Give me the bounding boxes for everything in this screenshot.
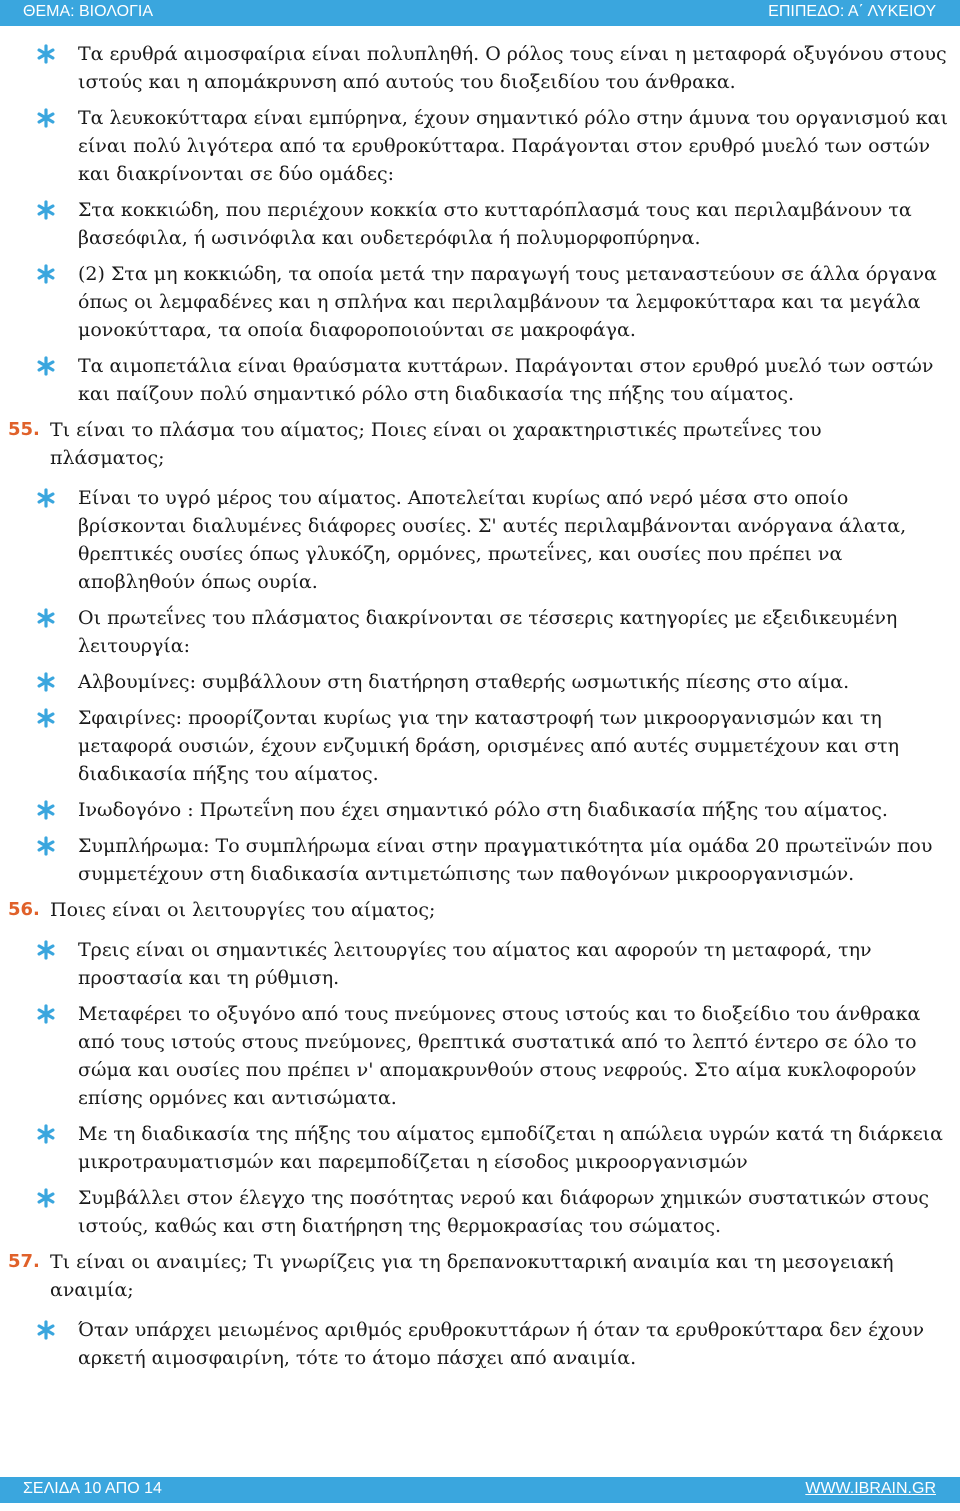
list-item: [0, 936, 960, 992]
list-item: [0, 1000, 960, 1112]
bullet-text: (2) Στα μη κοκκιώδη, τα οποία μετά την παραγωγή τους μεταναστεύουν σε άλλα όργανα όπως οι λεμφαδένες και η σπλήνα και περιλαμβάνουν τα λεμφοκύτταρα και τα μεγάλα μονοκύτταρα, τα οποία διαφοροποιούνται σε μακροφάγα.: [78, 263, 937, 341]
bullet-text: Σφαιρίνες: προορίζονται κυρίως για την καταστροφή των μικροοργανισμών και τη μεταφορά ουσιών, έχουν ενζυμική δράση, ορισμένες από αυτές συμμετέχουν και στη διαδικασία πήξης του αίματος.: [78, 707, 900, 785]
answer-56: [0, 936, 960, 1240]
bullet-text: Τρεις είναι οι σημαντικές λειτουργίες του αίματος και αφορούν τη μεταφορά, την προστασία και τη ρύθμιση.: [78, 939, 872, 989]
list-item: [0, 104, 960, 188]
list-item: [0, 260, 960, 344]
bullet-text: Οι πρωτεΐνες του πλάσματος διακρίνονται σε τέσσερις κατηγορίες με εξειδικευμένη λειτουργία:: [78, 607, 898, 657]
asterisk-icon: [36, 608, 56, 628]
answer-57: [0, 1316, 960, 1372]
question-number: 56.: [8, 899, 40, 920]
list-item: [0, 604, 960, 660]
header-subject: ΘΕΜΑ: ΒΙΟΛΟΓΙΑ: [23, 3, 154, 20]
question-57: [0, 1248, 960, 1304]
asterisk-icon: [36, 488, 56, 508]
asterisk-icon: [36, 264, 56, 284]
bullet-text: Με τη διαδικασία της πήξης του αίματος εμποδίζεται η απώλεια υγρών κατά τη διάρκεια μικροτραυματισμών και παρεμποδίζεται η είσοδος μικροοργανισμών: [78, 1123, 943, 1173]
list-item: [0, 352, 960, 408]
list-item: [0, 1120, 960, 1176]
asterisk-icon: [36, 708, 56, 728]
question-number: 55.: [8, 419, 40, 440]
bullet-text: Τα αιμοπετάλια είναι θραύσματα κυττάρων. Παράγονται στον ερυθρό μυελό των οστών και παίζουν πολύ σημαντικό ρόλο στη διαδικασία της πήξης του αίματος.: [78, 355, 934, 405]
list-item: [0, 1316, 960, 1372]
header-level: ΕΠΙΠΕΔΟ: Α΄ ΛΥΚΕΙΟΥ: [768, 3, 936, 20]
page-header: [0, 0, 960, 26]
bullet-text: Όταν υπάρχει μειωμένος αριθμός ερυθροκυττάρων ή όταν τα ερυθροκύτταρα δεν έχουν αρκετή αιμοσφαιρίνη, τότε το άτομο πάσχει από αναιμία.: [78, 1319, 925, 1369]
list-item: [0, 40, 960, 96]
document-body: [0, 40, 960, 1380]
list-item: [0, 1184, 960, 1240]
question-55: [0, 416, 960, 472]
question-number: 57.: [8, 1251, 40, 1272]
bullet-text: Στα κοκκιώδη, που περιέχουν κοκκία στο κυτταρόπλασμά τους και περιλαμβάνουν τα βασεόφιλα, ή ωσινόφιλα και ουδετερόφιλα ή πολυμορφοπύρηνα.: [78, 199, 912, 249]
asterisk-icon: [36, 800, 56, 820]
bullet-text: Είναι το υγρό μέρος του αίματος. Αποτελείται κυρίως από νερό μέσα στο οποίο βρίσκονται διαλυμένες διάφορες ουσίες. Σ' αυτές περιλαμβάνονται ανόργανα άλατα, θρεπτικές ουσίες όπως γλυκόζη, ορμόνες, πρωτεΐνες, και ουσίες που πρέπει να αποβληθούν όπως ουρία.: [78, 487, 907, 593]
list-item: [0, 668, 960, 696]
answer-55: [0, 484, 960, 888]
page-number: ΣΕΛΙΔΑ 10 ΑΠΟ 14: [23, 1480, 162, 1497]
asterisk-icon: [36, 108, 56, 128]
asterisk-icon: [36, 836, 56, 856]
bullet-text: Τα ερυθρά αιμοσφαίρια είναι πολυπληθή. Ο ρόλος τους είναι η μεταφορά οξυγόνου στους ιστούς και η απομάκρυνση από αυτούς του διοξειδίου του άνθρακα.: [78, 43, 947, 93]
bullet-text: Συμβάλλει στον έλεγχο της ποσότητας νερού και διάφορων χημικών συστατικών στους ιστούς, καθώς και στη διατήρηση της θερμοκρασίας του σώματος.: [78, 1187, 929, 1237]
bullet-text: Μεταφέρει το οξυγόνο από τους πνεύμονες στους ιστούς και το διοξείδιο του άνθρακα από τους ιστούς στους πνεύμονες, θρεπτικά συστατικά από το λεπτό έντερο σε όλο το σώμα και ουσίες που πρέπει ν' απομακρυνθούν στους νεφρούς. Στο αίμα κυκλοφορούν επίσης ορμόνες και αντισώματα.: [78, 1003, 921, 1109]
question-text: Ποιες είναι οι λειτουργίες του αίματος;: [50, 899, 436, 921]
section-a: [0, 40, 960, 408]
asterisk-icon: [36, 1320, 56, 1340]
asterisk-icon: [36, 1188, 56, 1208]
asterisk-icon: [36, 672, 56, 692]
question-text: Τι είναι οι αναιμίες; Τι γνωρίζεις για τη δρεπανοκυτταρική αναιμία και τη μεσογειακή αναιμία;: [50, 1251, 894, 1301]
asterisk-icon: [36, 200, 56, 220]
question-56: [0, 896, 960, 924]
asterisk-icon: [36, 940, 56, 960]
bullet-text: Αλβουμίνες: συμβάλλουν στη διατήρηση σταθερής ωσμωτικής πίεσης στο αίμα.: [78, 671, 850, 693]
list-item: [0, 196, 960, 252]
list-item: [0, 832, 960, 888]
asterisk-icon: [36, 356, 56, 376]
bullet-text: Τα λευκοκύτταρα είναι εμπύρηνα, έχουν σημαντικό ρόλο στην άμυνα του οργανισμού και είναι πολύ λιγότερα από τα ερυθροκύτταρα. Παράγονται στον ερυθρό μυελό των οστών και διακρίνονται σε δύο ομάδες:: [78, 107, 948, 185]
list-item: [0, 484, 960, 596]
bullet-text: Ινωδογόνο : Πρωτεΐνη που έχει σημαντικό ρόλο στη διαδικασία πήξης του αίματος.: [78, 799, 888, 821]
asterisk-icon: [36, 44, 56, 64]
asterisk-icon: [36, 1124, 56, 1144]
bullet-text: Συμπλήρωμα: Το συμπλήρωμα είναι στην πραγματικότητα μία ομάδα 20 πρωτεϊνών που συμμετέχουν στη διαδικασία αντιμετώπισης των παθογόνων μικροοργανισμών.: [78, 835, 933, 885]
asterisk-icon: [36, 1004, 56, 1024]
page-footer: [0, 1477, 960, 1503]
website-link[interactable]: WWW.IBRAIN.GR: [805, 1480, 936, 1497]
question-text: Τι είναι το πλάσμα του αίματος; Ποιες είναι οι χαρακτηριστικές πρωτεΐνες του πλάσματος;: [50, 419, 822, 469]
list-item: [0, 796, 960, 824]
list-item: [0, 704, 960, 788]
